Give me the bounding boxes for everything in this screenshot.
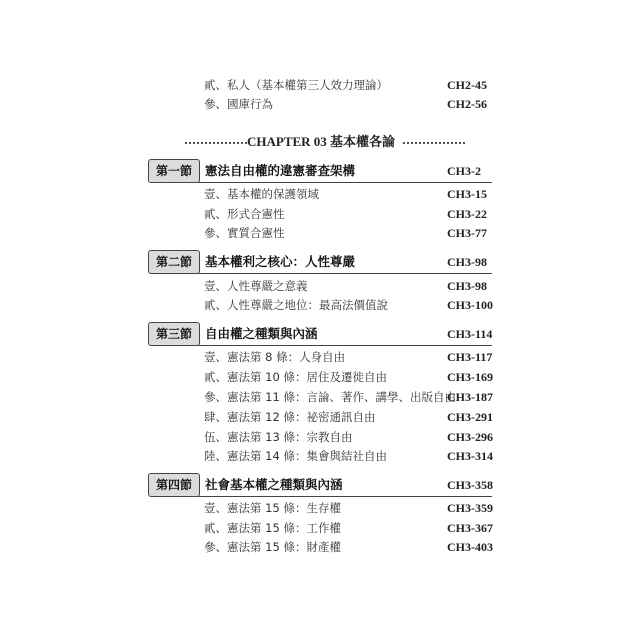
entry-title: 肆、憲法第 12 條：祕密通訊自由: [204, 410, 376, 424]
entry-page: CH3-291: [447, 410, 493, 424]
entry-title: 貳、憲法第 10 條：居住及遷徙自由: [204, 370, 387, 384]
section-underline: [198, 273, 492, 274]
entry-title: 伍、憲法第 13 條：宗教自由: [204, 430, 353, 444]
entry-page: CH3-22: [447, 207, 487, 221]
entry-page: CH3-367: [447, 521, 493, 535]
entry-page: CH3-359: [447, 501, 493, 515]
section-title: 社會基本權之種類與內涵: [205, 477, 343, 492]
section-title: 自由權之種類與內涵: [205, 326, 318, 341]
chapter-title: CHAPTER 03 基本權各論: [247, 134, 396, 149]
toc-entry: [0, 518, 640, 538]
entry-page: CH3-187: [447, 390, 493, 404]
section-heading: [0, 473, 640, 497]
toc-entry: [0, 204, 640, 224]
toc-entry: [0, 446, 640, 466]
toc-entry: [0, 75, 640, 95]
toc-entry: [0, 387, 640, 407]
toc-entry: [0, 407, 640, 427]
section-tab: 第四節: [148, 473, 200, 497]
toc-entry: [0, 94, 640, 114]
entry-page: CH3-100: [447, 298, 493, 312]
section-heading: [0, 322, 640, 346]
entry-title: 貳、形式合憲性: [204, 207, 285, 221]
toc-entry: [0, 223, 640, 243]
section-heading: [0, 250, 640, 274]
toc-entry: [0, 295, 640, 315]
section-tab: 第三節: [148, 322, 200, 346]
toc-entry: [0, 367, 640, 387]
toc-entry: [0, 347, 640, 367]
entry-page: CH3-15: [447, 187, 487, 201]
entry-title: 壹、基本權的保護領域: [204, 187, 319, 201]
entry-title: 貳、私人（基本權第三人效力理論）: [204, 78, 388, 92]
section-heading: [0, 159, 640, 183]
section-title: 基本權利之核心：人性尊嚴: [205, 254, 356, 269]
dotted-rule-right: [403, 142, 465, 144]
entry-title: 陸、憲法第 14 條：集會與結社自由: [204, 449, 387, 463]
entry-page: CH3-117: [447, 350, 493, 364]
section-page: CH3-114: [447, 327, 493, 341]
entry-title: 貳、人性尊嚴之地位：最高法價值說: [204, 298, 388, 312]
section-underline: [198, 345, 492, 346]
entry-page: CH2-56: [447, 97, 487, 111]
section-page: CH3-98: [447, 255, 487, 269]
entry-title: 壹、人性尊嚴之意義: [204, 279, 308, 293]
entry-page: CH2-45: [447, 78, 487, 92]
section-tab: 第一節: [148, 159, 200, 183]
entry-page: CH3-403: [447, 540, 493, 554]
section-underline: [198, 496, 492, 497]
section-page: CH3-358: [447, 478, 493, 492]
entry-page: CH3-169: [447, 370, 493, 384]
entry-page: CH3-98: [447, 279, 487, 293]
entry-page: CH3-77: [447, 226, 487, 240]
chapter-heading: [0, 130, 640, 154]
entry-title: 壹、憲法第 8 條：人身自由: [204, 350, 346, 364]
dotted-rule-left: [185, 142, 247, 144]
section-page: CH3-2: [447, 164, 481, 178]
entry-title: 壹、憲法第 15 條：生存權: [204, 501, 341, 515]
entry-title: 參、憲法第 15 條：財產權: [204, 540, 341, 554]
entry-title: 貳、憲法第 15 條：工作權: [204, 521, 341, 535]
entry-title: 參、憲法第 11 條：言論、著作、講學、出版自由: [204, 390, 456, 404]
toc-entry: [0, 184, 640, 204]
section-underline: [198, 182, 492, 183]
toc-entry: [0, 276, 640, 296]
section-tab: 第二節: [148, 250, 200, 274]
entry-title: 參、國庫行為: [204, 97, 273, 111]
toc-entry: [0, 427, 640, 447]
entry-page: CH3-314: [447, 449, 493, 463]
entry-title: 參、實質合憲性: [204, 226, 285, 240]
toc-entry: [0, 498, 640, 518]
entry-page: CH3-296: [447, 430, 493, 444]
toc-entry: [0, 537, 640, 557]
section-title: 憲法自由權的違憲審查架構: [205, 163, 356, 178]
